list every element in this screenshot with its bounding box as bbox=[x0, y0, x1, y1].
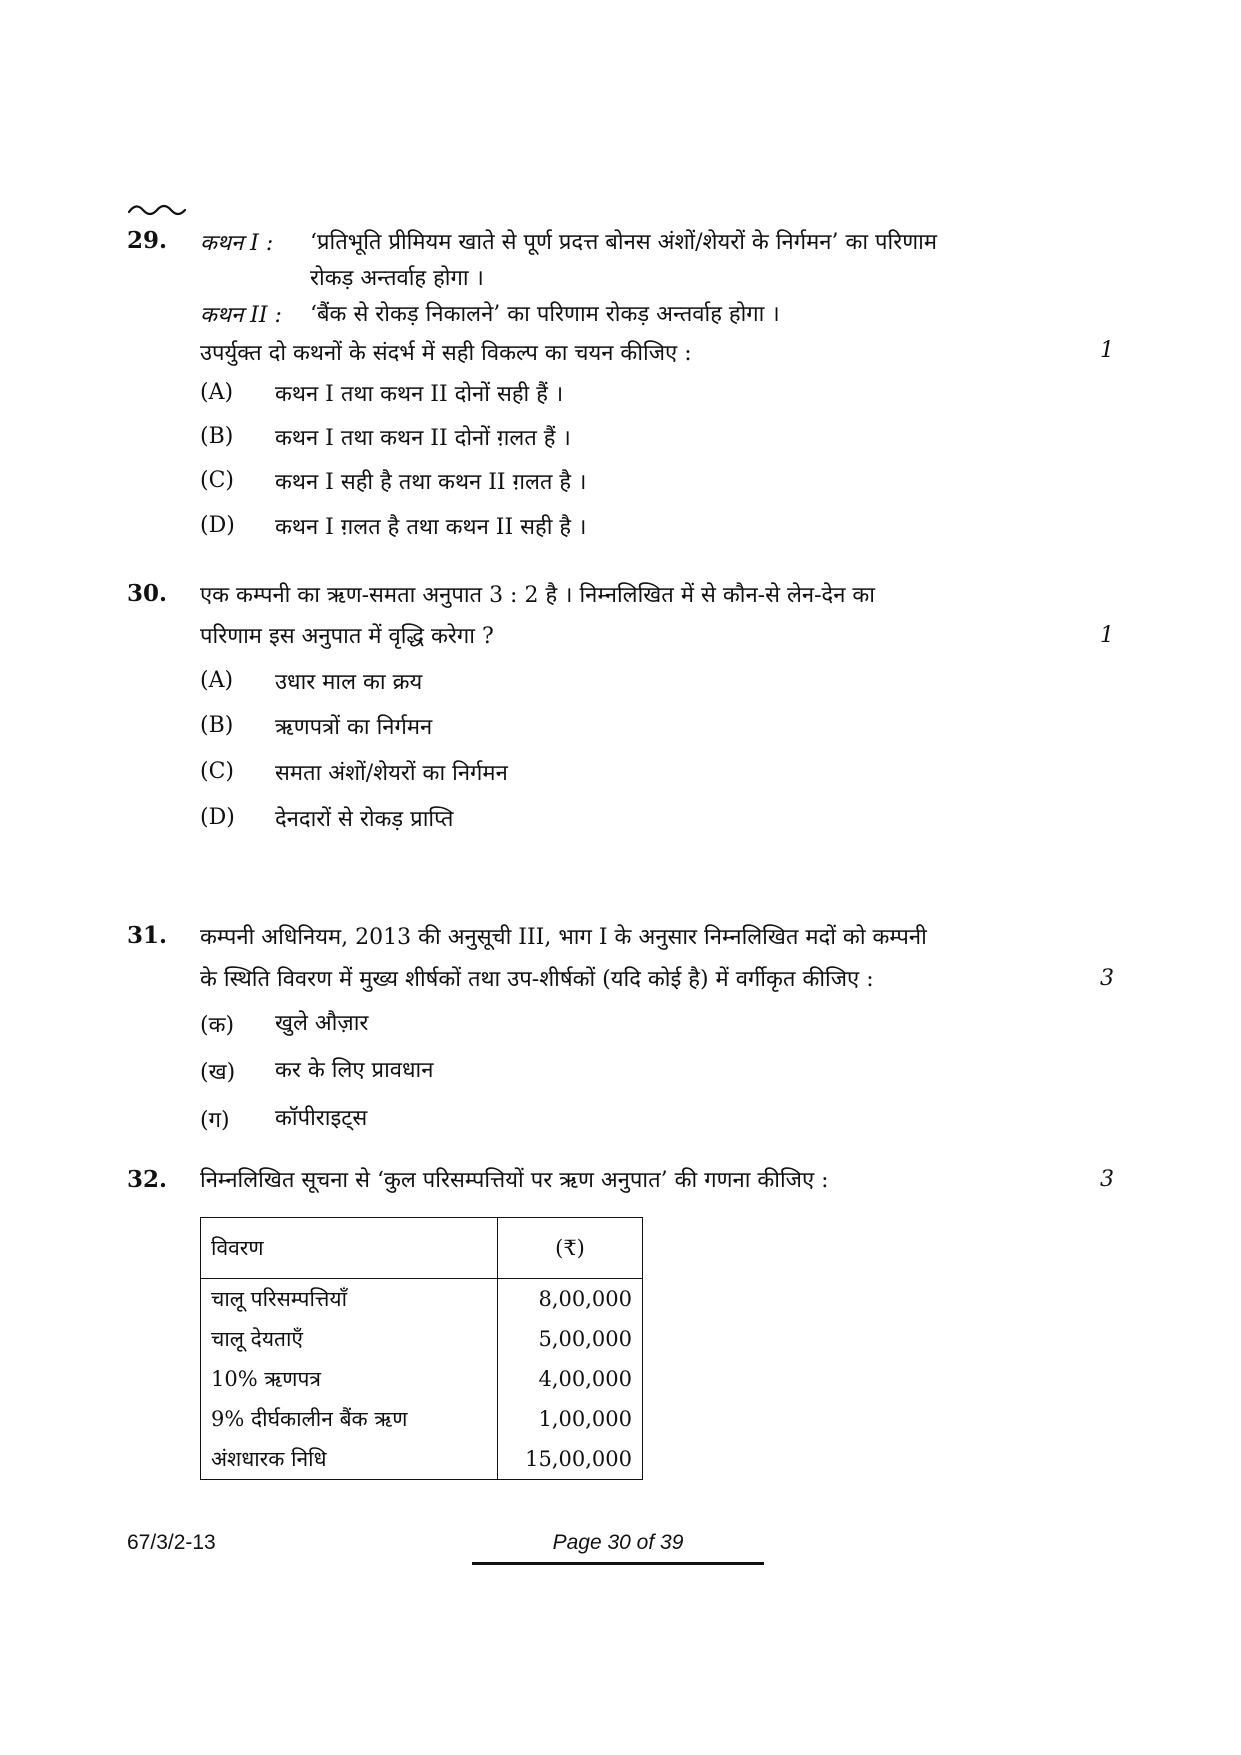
table-cell: 10% ऋणपत्र bbox=[201, 1359, 498, 1399]
marks: 1 bbox=[1100, 338, 1114, 363]
question-number: 31. bbox=[127, 922, 168, 949]
table-cell: 15,00,000 bbox=[525, 1447, 632, 1471]
table-cell: अंशधारक निधि bbox=[201, 1439, 498, 1480]
question-number: 32. bbox=[127, 1166, 168, 1193]
marks: 3 bbox=[1100, 1167, 1114, 1192]
question-number: 29. bbox=[127, 227, 168, 254]
table-cell: 8,00,000 bbox=[538, 1287, 632, 1311]
table-header-cell: विवरण bbox=[201, 1218, 498, 1279]
option-text: कथन I ग़लत है तथा कथन II सही है । bbox=[275, 515, 587, 540]
option-label: (D) bbox=[200, 513, 235, 538]
option-text: समता अंशों/शेयरों का निर्गमन bbox=[275, 761, 508, 786]
question-instruction: उपर्युक्त दो कथनों के संदर्भ में सही विकल्प का चयन कीजिए : bbox=[200, 341, 692, 366]
statement-2-text: ‘बैंक से रोकड़ निकालने’ का परिणाम रोकड़ अन्तर्वाह होगा । bbox=[310, 302, 780, 327]
option-text: कॉपीराइट्स bbox=[275, 1106, 368, 1131]
option-label: (ग) bbox=[200, 1108, 230, 1133]
option-text: कथन I तथा कथन II दोनों सही हैं । bbox=[275, 382, 564, 407]
option-text: कथन I सही है तथा कथन II ग़लत है । bbox=[275, 470, 587, 495]
option-text: कर के लिए प्रावधान bbox=[275, 1058, 434, 1083]
option-label: (B) bbox=[200, 424, 234, 449]
option-text: कथन I तथा कथन II दोनों ग़लत हैं । bbox=[275, 426, 571, 451]
option-label: (B) bbox=[200, 713, 234, 738]
table-cell: 9% दीर्घकालीन बैंक ऋण bbox=[201, 1399, 498, 1439]
option-label: (D) bbox=[200, 805, 235, 830]
statement-1-line-2: रोकड़ अन्तर्वाह होगा । bbox=[310, 266, 484, 291]
option-text: ऋणपत्रों का निर्गमन bbox=[275, 715, 433, 740]
marks: 3 bbox=[1100, 966, 1114, 991]
data-table bbox=[200, 1217, 643, 1480]
paper-code: 67/3/2-13 bbox=[127, 1531, 216, 1554]
statement-1-line-1: ‘प्रतिभूति प्रीमियम खाते से पूर्ण प्रदत्त बोनस अंशों/शेयरों के निर्गमन’ का परिणाम bbox=[310, 230, 938, 255]
option-label: (A) bbox=[200, 380, 234, 405]
table-row bbox=[201, 1399, 643, 1439]
option-label: (क) bbox=[200, 1013, 235, 1038]
table-header-cell: (₹) bbox=[498, 1218, 643, 1279]
option-text: उधार माल का क्रय bbox=[275, 670, 423, 695]
table-cell: चालू परिसम्पत्तियाँ bbox=[201, 1279, 498, 1320]
table-row bbox=[201, 1359, 643, 1399]
table-cell: चालू देयताएँ bbox=[201, 1319, 498, 1359]
table-cell: 4,00,000 bbox=[538, 1367, 632, 1391]
question-line-1: कम्पनी अधिनियम, 2013 की अनुसूची III, भाग I के अनुसार निम्नलिखित मदों को कम्पनी bbox=[200, 925, 927, 950]
statement-2-label: कथन II : bbox=[200, 303, 282, 328]
question-line-2: के स्थिति विवरण में मुख्य शीर्षकों तथा उप-शीर्षकों (यदि कोई है) में वर्गीकृत कीजिए : bbox=[200, 967, 874, 992]
option-label: (ख) bbox=[200, 1060, 236, 1085]
option-label: (C) bbox=[200, 468, 234, 493]
marks: 1 bbox=[1100, 623, 1114, 648]
wave-mark-icon bbox=[127, 200, 191, 218]
option-label: (C) bbox=[200, 759, 234, 784]
table-cell: 5,00,000 bbox=[538, 1327, 632, 1351]
question-number: 30. bbox=[127, 580, 168, 607]
question-line-2: परिणाम इस अनुपात में वृद्धि करेगा ? bbox=[200, 624, 494, 649]
option-label: (A) bbox=[200, 668, 234, 693]
table-header-row bbox=[201, 1218, 643, 1279]
question-line-1: निम्नलिखित सूचना से ‘कुल परिसम्पत्तियों पर ऋण अनुपात’ की गणना कीजिए : bbox=[200, 1168, 829, 1193]
table-row bbox=[201, 1439, 643, 1480]
option-text: देनदारों से रोकड़ प्राप्ति bbox=[275, 807, 454, 832]
option-text: खुले औज़ार bbox=[275, 1011, 369, 1036]
table-row bbox=[201, 1319, 643, 1359]
footer-underline bbox=[472, 1562, 764, 1565]
statement-1-label: कथन I : bbox=[200, 231, 274, 256]
page-number: Page 30 of 39 bbox=[552, 1531, 684, 1554]
table-row bbox=[201, 1279, 643, 1320]
question-line-1: एक कम्पनी का ऋण-समता अनुपात 3 : 2 है । निम्नलिखित में से कौन-से लेन-देन का bbox=[200, 583, 875, 608]
table-cell: 1,00,000 bbox=[538, 1407, 632, 1431]
